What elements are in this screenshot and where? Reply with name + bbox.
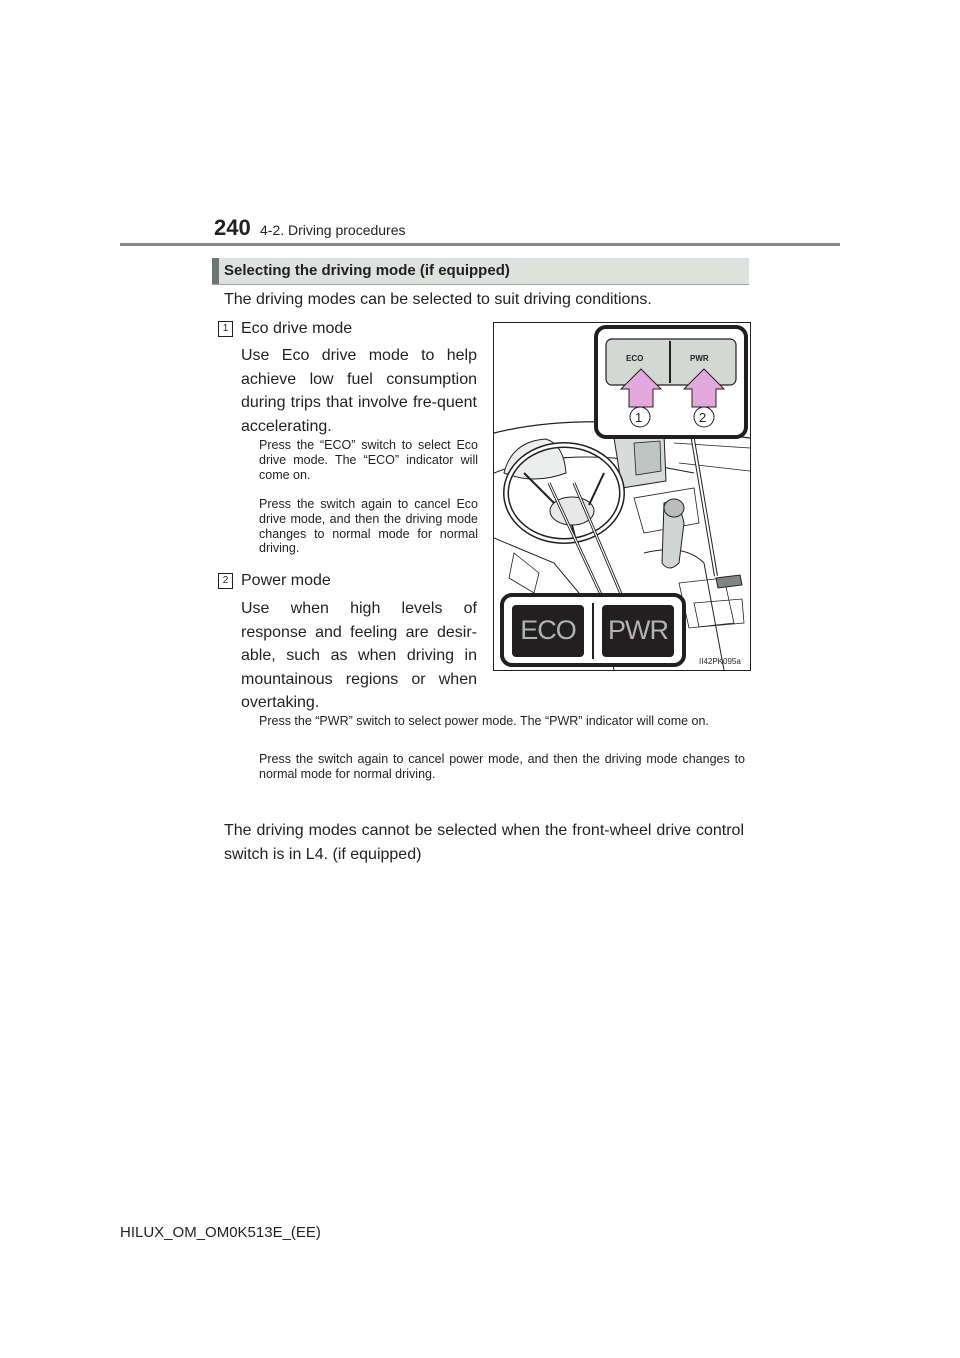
section-heading: Selecting the driving mode (if equipped) [224,262,510,279]
item-1-note-2: Press the switch again to cancel Eco drive mode, and then the driving mode changes to normal mode for normal driving. [259,497,478,556]
item-2-description: Use when high levels of response and feeling are desir-able, such as when driving in mountainous regions or when overtaking. [241,600,477,711]
eco-switch-label: ECO [626,354,644,363]
item-2-note-1: Press the “PWR” switch to select power mode. The “PWR” indicator will come on. [259,714,709,728]
item-2-title: Power mode [241,572,331,589]
heading-bar [212,258,749,285]
header-rule [120,243,840,246]
item-1-title: Eco drive mode [241,320,353,337]
pwr-switch-label: PWR [690,354,709,363]
item-1-number-badge: 1 [218,321,233,337]
closing-text: The driving modes cannot be selected when the front-wheel drive control switch is in L4. (if equipped) [224,822,744,863]
item-1-description: Use Eco drive mode to help achieve low fuel consumption during trips that involve fre-quent accelerating. [241,347,477,435]
heading-accent [212,258,219,284]
figure-code: II42PK095a [699,657,741,666]
dashboard-illustration [493,322,751,671]
callout-2: 2 [699,410,707,425]
footer-doc-id: HILUX_OM_OM0K513E_(EE) [120,1224,321,1241]
intro-text: The driving modes can be selected to suit driving conditions. [224,291,652,308]
pwr-indicator: PWR [608,615,668,645]
item-2-note-2: Press the switch again to cancel power mode, and then the driving mode changes to normal mode for normal driving. [259,752,745,781]
item-1-note-1: Press the “ECO” switch to select Eco drive mode. The “ECO” indicator will come on. [259,438,478,482]
callout-1: 1 [635,410,643,425]
eco-indicator: ECO [520,615,576,645]
section-title: 4-2. Driving procedures [260,222,406,238]
item-2-number-badge: 2 [218,573,233,589]
page-number: 240 [214,215,251,240]
